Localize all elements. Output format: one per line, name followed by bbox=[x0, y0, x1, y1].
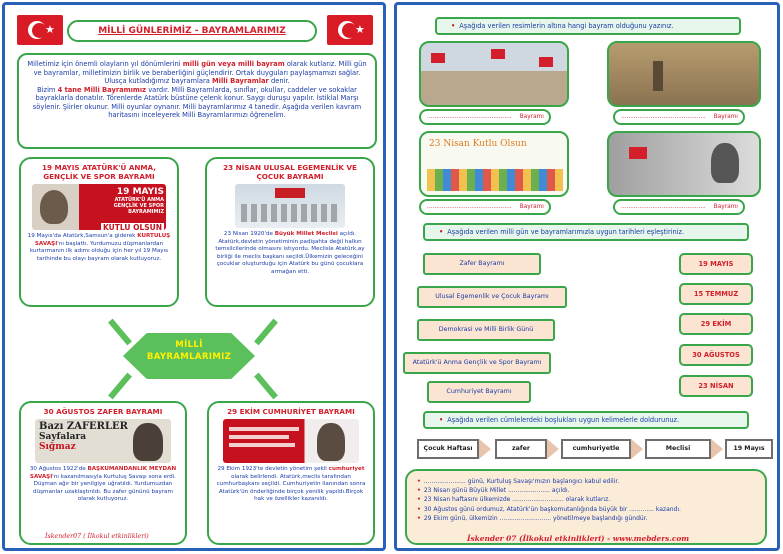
instruction-2: • Aşağıda verilen milli gün ve bayramlarımızla uygun tarihleri eşleştiriniz. bbox=[423, 223, 749, 241]
meclis-image bbox=[235, 184, 345, 228]
card-19-mayis bbox=[19, 157, 179, 307]
zafer-banner-image: Bazı ZAFERLER Sayfalara Sığmaz bbox=[35, 419, 171, 463]
instruction-1: • Aşağıda verilen resimlerin altına hangi bayram olduğunu yazınız. bbox=[435, 17, 741, 35]
match-item-right[interactable]: 23 NİSAN bbox=[679, 375, 753, 397]
card-text: 23 Nisan 1920'de Büyük Millet Meclisi açıldı. Atatürk,devletin yönetiminin padişahta değil halkın temsilcilerinde olmasını istiyordu. Meclisle Atatürk,ay birliği ile meclis başkanı seçildi.Ülkemizin geleceğini çocuklar oluşturduğu için Atatürk bu günü çocuklara armağan etti. bbox=[215, 231, 365, 275]
arrow-icon bbox=[631, 439, 643, 459]
turkish-flag-icon: ★ bbox=[17, 15, 63, 45]
arrow-icon bbox=[479, 439, 491, 459]
answer-field[interactable]: .............................................. Bayramı bbox=[613, 199, 745, 215]
page-title: MİLLİ GÜNLERİMİZ - BAYRAMLARIMIZ bbox=[67, 20, 317, 42]
image-battle bbox=[607, 41, 761, 107]
match-item-left[interactable]: Atatürk'ü Anma Gençlik ve Spor Bayramı bbox=[403, 352, 551, 374]
word-card[interactable]: Meclisi bbox=[645, 439, 711, 459]
sentence[interactable]: • 30 Ağustos günü ordumuz, Atatürk'ün başkomutanlığında büyük bir ............. kazandı. bbox=[417, 505, 681, 513]
match-item-right[interactable]: 30 AĞUSTOS bbox=[679, 344, 753, 366]
answer-field[interactable]: .............................................. Bayramı bbox=[419, 109, 551, 125]
footer: İskender 07 (İlkokul etkinlikleri) - www.mebders.com bbox=[467, 534, 690, 543]
arrow-icon bbox=[108, 319, 132, 346]
match-item-left[interactable]: Zafer Bayramı bbox=[423, 253, 541, 275]
intro-text: Milletimiz için önemli olayların yıl dönümlerini milli gün veya milli bayram olarak kutlarız. Milli gün ve bayramlar, milletimizin birlik ve beraberliğini güçlendirir. Ortak duyguları paylaşmamızı sağlar. Ulusça kutladığımız bayramlara Milli Bayramlar denir. Bizim 4 tane Milli Bayramımız vardır. Milli Bayramlarda, sınıflar, okullar, caddeler ve sokaklar bayraklarla donatılır. Törenlerde Atatürk büstüne çelenk konur. Saygı duruşu yapılır. İstiklal Marşı söylenir. Şiirler okunur. Milli oyunlar oynanır. Milli bayramlarımız 4 tanedir. Aşağıda verilen kavram haritasını inceleyerek Milli Bayramlarımızı öğrenelim. bbox=[17, 53, 377, 149]
sentence[interactable]: • 29 Ekim günü, ülkemizin ........................... yönetilmeye başlandığı gündür. bbox=[417, 514, 648, 522]
match-item-left[interactable]: Demokrasi ve Milli Birlik Günü bbox=[417, 319, 555, 341]
instruction-3: • Aşağıda verilen cümlelerdeki boşlukları uygun kelimelerle doldurunuz. bbox=[423, 411, 749, 429]
answer-field[interactable]: .............................................. Bayramı bbox=[419, 199, 551, 215]
image-ataturk-crowd bbox=[607, 131, 761, 197]
match-item-right[interactable]: 29 EKİM bbox=[679, 313, 753, 335]
arrow-icon bbox=[254, 373, 278, 400]
card-title: 23 NİSAN ULUSAL EGEMENLİK VE ÇOCUK BAYRAMI bbox=[223, 163, 357, 181]
right-page bbox=[394, 2, 780, 551]
card-30-agustos bbox=[19, 401, 187, 545]
word-card[interactable]: zafer bbox=[495, 439, 547, 459]
match-item-left[interactable]: Cumhuriyet Bayramı bbox=[427, 381, 531, 403]
word-card[interactable]: cumhuriyetle bbox=[561, 439, 631, 459]
concept-map-center-label: MİLLİ BAYRAMLARIMIZ bbox=[146, 340, 232, 362]
card-text: 30 Ağustos 1922'de BAŞKUMANDANLIK MEYDAN SAVAŞI'nı kazanılmasıyla Kurtuluş Savaşı sona erdi. Düşman ağır bir yenilgiye uğratıldı. Yurdumuzdan düşmanlar uzaklaştırıldı. Bu zafer gününü bayram olarak kutluyoruz. bbox=[29, 466, 177, 503]
card-text: 29 Ekim 1923'te devletin yönetim şekli cumhuriyet olarak belirlendi. Atatürk,meclis tarafından cumhurbaşkanı seçildi. Cumhuriyetin ilanından sonra Atatürk'ün önderliğinde birçok yenilik yapıldı.Birçok hak ve özellikler kazanıldı. bbox=[216, 466, 366, 503]
match-item-right[interactable]: 15 TEMMUZ bbox=[679, 283, 753, 305]
signature: İskender07 ( İlkokul etkinlikleri) bbox=[45, 533, 149, 540]
turkish-flag-icon: ★ bbox=[327, 15, 373, 45]
left-page bbox=[2, 2, 386, 551]
arrow-icon bbox=[547, 439, 559, 459]
sentence[interactable]: • ...................... günü, Kurtuluş Savaşı'mızın başlangıcı kabul edilir. bbox=[417, 478, 620, 485]
card-text: 19 Mayıs'da Atatürk,Samsun'a giderek KURTULUŞ SAVAŞI'nı başlattı. Yurdumuzu düşmanlardan kurtarmanın ilk adımı olduğu için her yıl 19 Mayıs tarihinde bu olayı bayram olarak kutluyoruz. bbox=[27, 233, 171, 262]
word-card[interactable]: 19 Mayıs bbox=[725, 439, 773, 459]
card-title: 19 MAYIS ATATÜRK'Ü ANMA, GENÇLİK VE SPOR BAYRAMI bbox=[42, 163, 156, 181]
card-title: 29 EKİM CUMHURİYET BAYRAMI bbox=[227, 407, 355, 416]
card-29-ekim bbox=[207, 401, 375, 545]
sentence[interactable]: • 23 Nisan haftasını ülkemizde ........................... olarak kutlarız. bbox=[417, 496, 611, 504]
arrow-icon bbox=[254, 319, 278, 346]
sentence[interactable]: • 23 Nisan günü Büyük Millet ...................... açıldı. bbox=[417, 487, 570, 495]
word-card[interactable]: Çocuk Haftası bbox=[417, 439, 479, 459]
cumhuriyet-banner-image bbox=[223, 419, 359, 463]
answer-field[interactable]: .............................................. Bayramı bbox=[613, 109, 745, 125]
match-item-right[interactable]: 19 MAYIS bbox=[679, 253, 753, 275]
image-children: 23 Nisan Kutlu Olsun bbox=[419, 131, 569, 197]
arrow-icon bbox=[108, 373, 132, 400]
card-title: 30 AĞUSTOS ZAFER BAYRAMI bbox=[43, 407, 163, 416]
image-crowd-flags bbox=[419, 41, 569, 107]
arrow-icon bbox=[711, 439, 723, 459]
match-item-left[interactable]: Ulusal Egemenlik ve Çocuk Bayramı bbox=[417, 286, 567, 308]
card-23-nisan bbox=[205, 157, 375, 307]
ataturk-banner-image: 19 MAYIS ATATÜRK'Ü ANMA GENÇLİK VE SPOR BAYRAMIMIZ KUTLU OLSUN bbox=[32, 184, 166, 230]
